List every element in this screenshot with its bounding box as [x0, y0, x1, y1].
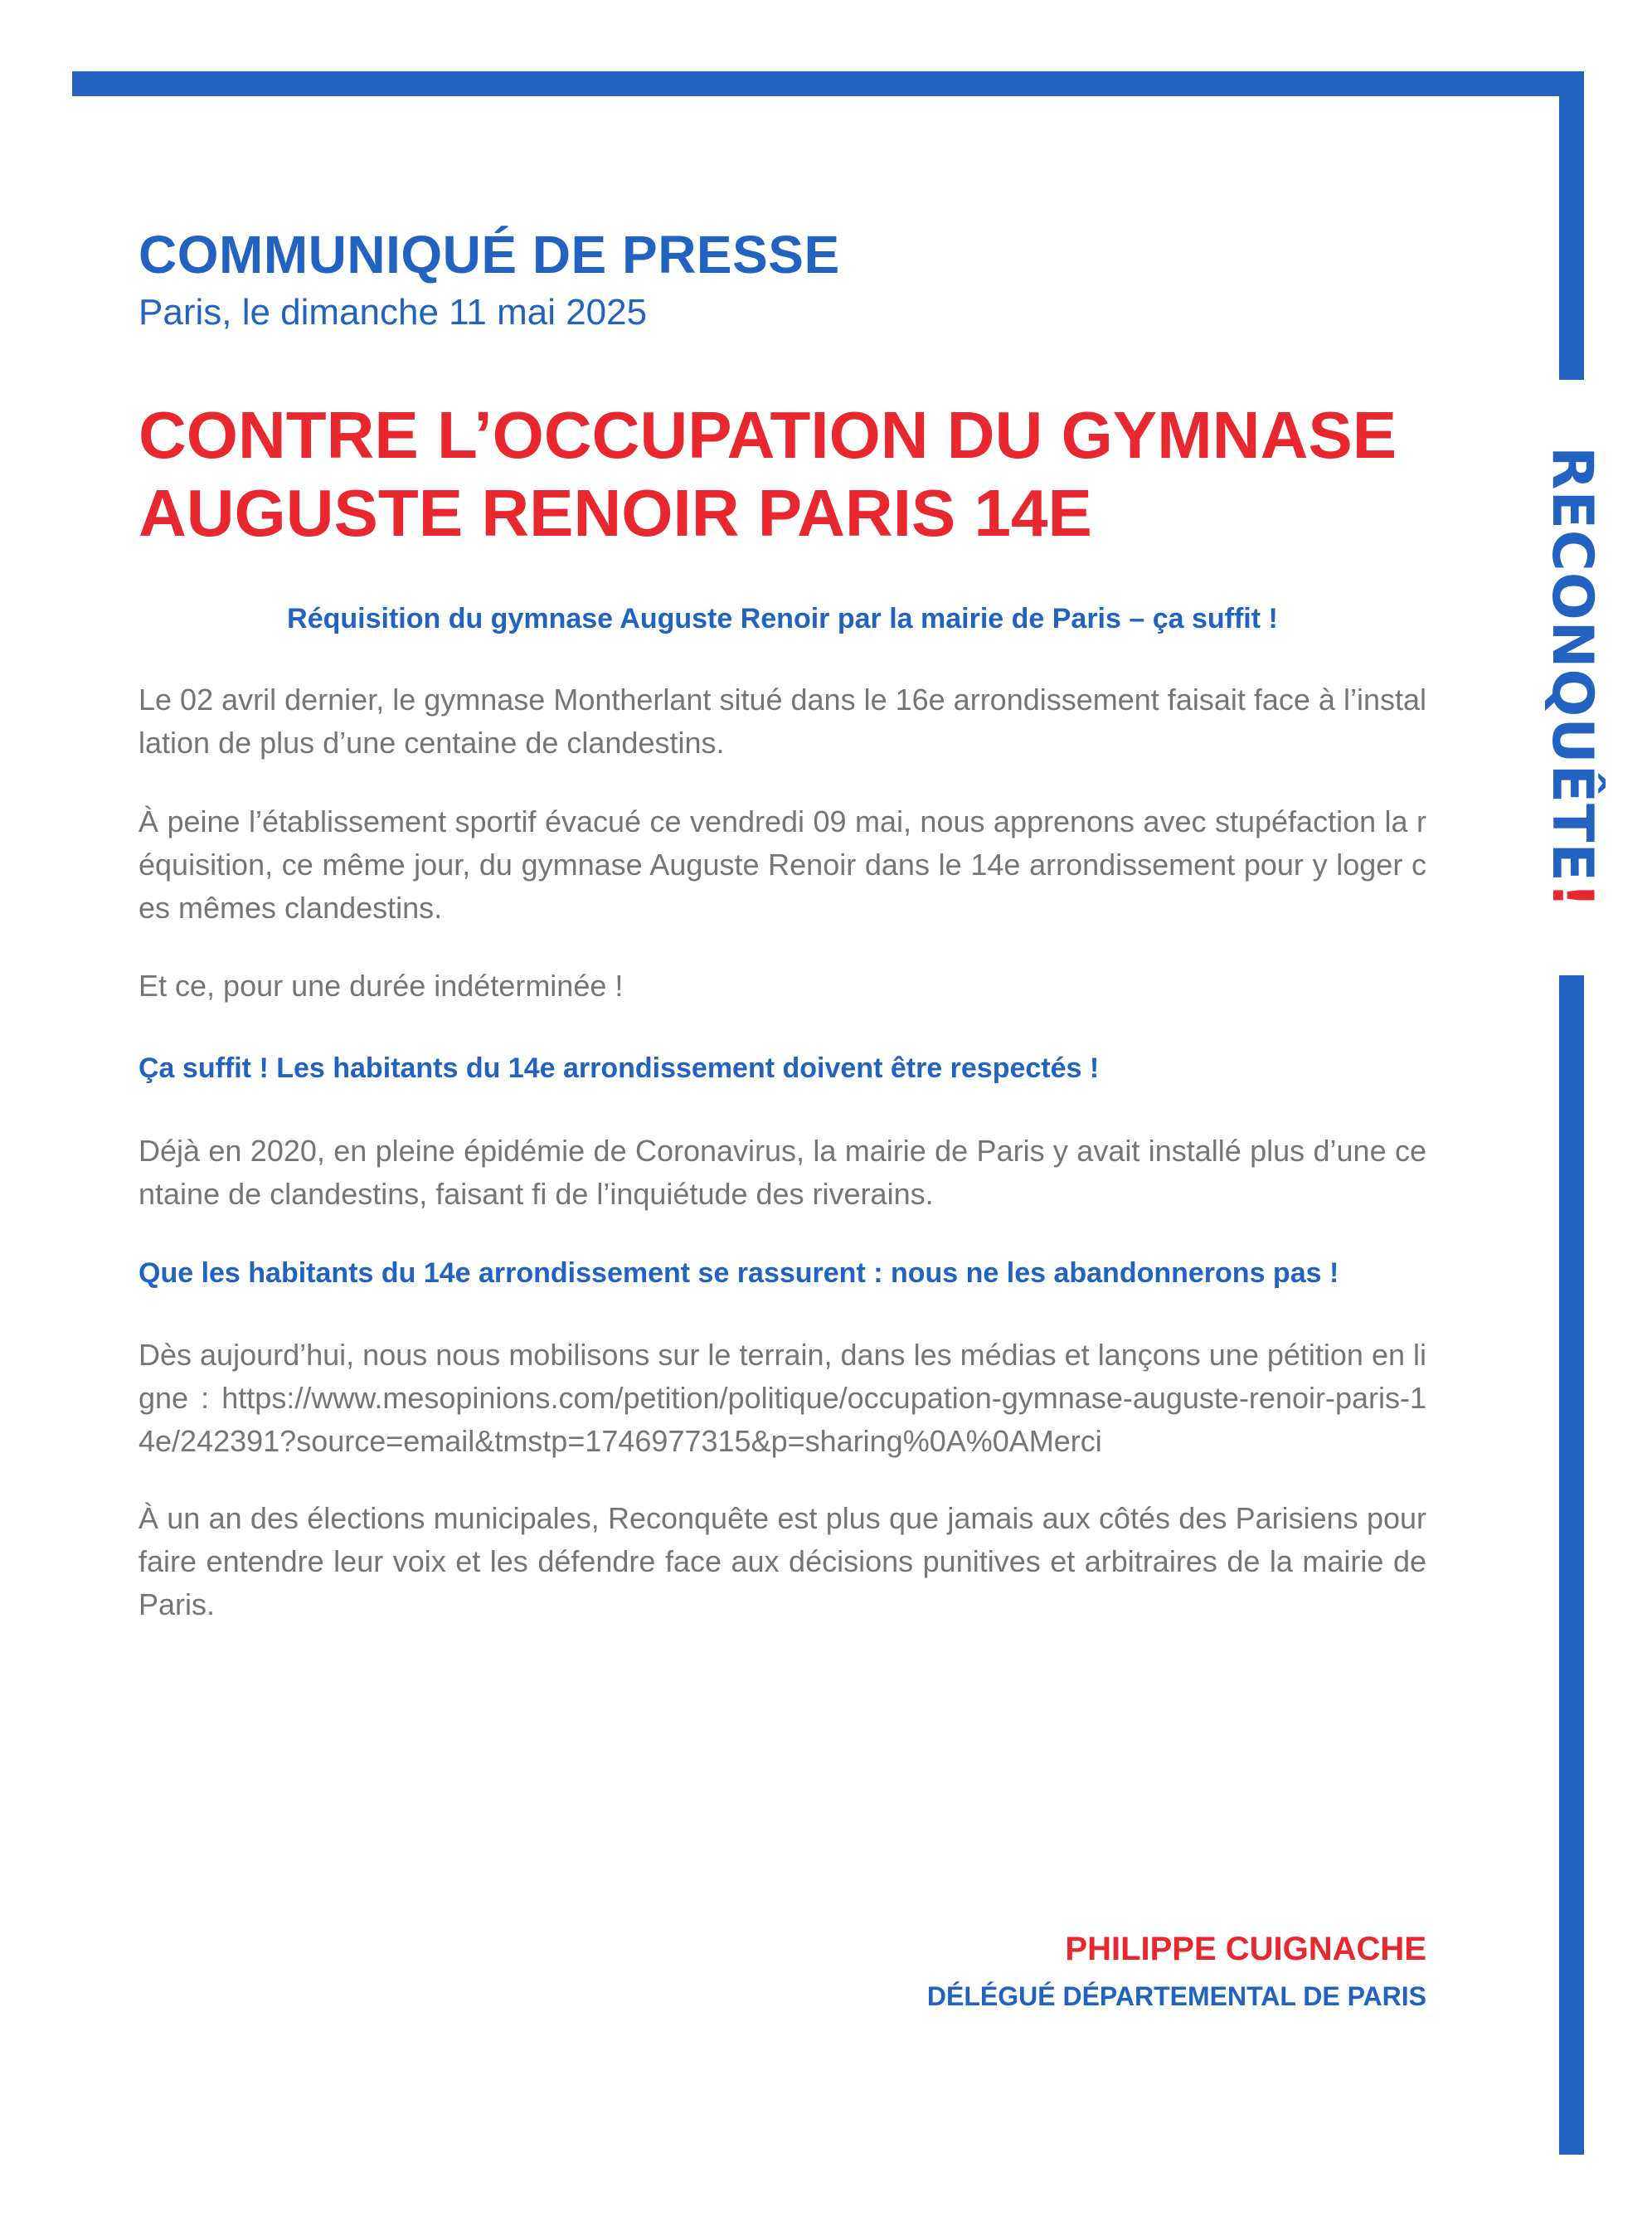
paragraph-1: Le 02 avril dernier, le gymnase Montherlant situé dans le 16e arrondissement faisait face à l’installation de plus d’une centaine de clandestins. [138, 683, 1426, 760]
headline-line-2: AUGUSTE RENOIR PARIS 14E [138, 476, 1092, 550]
document-kicker: COMMUNIQUÉ DE PRESSE [138, 225, 840, 284]
lead-statement-1: Ça suffit ! Les habitants du 14e arrondissement doivent être respectés ! [138, 1052, 1100, 1084]
brand-logo-text: RECONQUÊTE [1539, 446, 1605, 882]
frame-right-bar-lower [1559, 975, 1584, 2155]
paragraph-6: À un an des élections municipales, Reconquête est plus que jamais aux côtés des Parisiens pour faire entendre leur voix et les défendre face aux décisions punitives et arbitraires de la mairie de Paris. [138, 1501, 1426, 1621]
subheading: Réquisition du gymnase Auguste Renoir par la mairie de Paris – ça suffit ! [287, 603, 1278, 634]
brand-logo-mark: ! [1539, 882, 1605, 909]
lead-statement-2: Que les habitants du 14e arrondissement se rassurent : nous ne les abandonnerons pas ! [138, 1257, 1339, 1289]
frame-right-bar-upper [1559, 71, 1584, 380]
signatory-name: PHILIPPE CUIGNACHE [1065, 1931, 1426, 1967]
headline-line-1: CONTRE L’OCCUPATION DU GYMNASE [138, 398, 1397, 472]
dateline: Paris, le dimanche 11 mai 2025 [138, 292, 648, 333]
paragraph-2: À peine l’établissement sportif évacué ce vendredi 09 mai, nous apprenons avec stupéfaction la réquisition, ce même jour, du gymnase Auguste Renoir dans le 14e arrondissement pour y loger ces mêmes clandestins. [138, 804, 1426, 925]
frame-top-bar [72, 71, 1584, 96]
paragraph-4: Déjà en 2020, en pleine épidémie de Coronavirus, la mairie de Paris y avait installé plus d’une centaine de clandestins, faisant fi de l’inquiétude des riverains. [138, 1134, 1426, 1211]
headline [138, 396, 1465, 552]
signatory-role: DÉLÉGUÉ DÉPARTEMENTAL DE PARIS [926, 1981, 1426, 2011]
paragraph-5-petition: Dès aujourd’hui, nous nous mobilisons sur le terrain, dans les médias et lançons une pétition en ligne : https://www.mesopinions.com/petition/politique/occupation-gymnase-auguste-renoir-paris-14e/242391?source=email&tmstp=1746977315&p=sharing%0A%0AMerci [138, 1338, 1426, 1458]
paragraph-3: Et ce, pour une durée indéterminée ! [138, 969, 624, 1003]
brand-logo [1539, 446, 1605, 909]
